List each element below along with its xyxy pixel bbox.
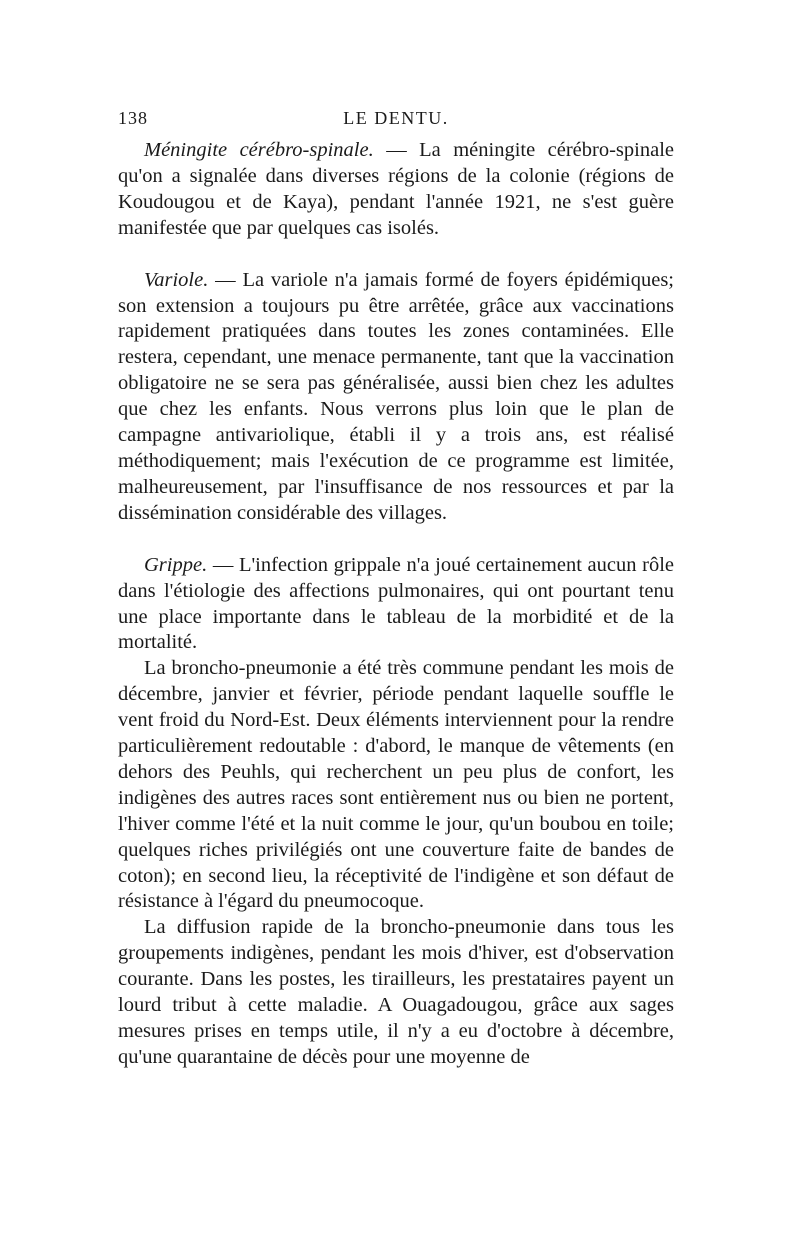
text-grippe: — L'infection grippale n'a joué certainement aucun rôle dans l'étiologie des affections pulmonaires, qui ont pourtant tenu une place importante dans le tableau de la morbidité et de la mortalité.	[118, 553, 674, 654]
paragraph-broncho-pneumonie: La broncho-pneumonie a été très commune pendant les mois de décembre, janvier et février, période pendant laquelle souffle le vent froid du Nord-Est. Deux éléments interviennent pour la rendre particulièrement redoutable : d'abord, le manque de vêtements (en dehors des Peuhls, qui recherchent un peu plus de confort, les indigènes des autres races sont entièrement nus ou bien ne portent, l'hiver comme l'été et la nuit comme le jour, qu'un boubou en toile; quelques riches privilégiés ont une couverture faite de bandes de coton); en second lieu, la réceptivité de l'indigène et son défaut de résistance à l'égard du pneumocoque.	[118, 657, 674, 913]
heading-meningite: Méningite cérébro-spinale.	[144, 139, 374, 161]
body-text	[118, 138, 674, 1071]
text-meningite: — La méningite cérébro-spinale qu'on a signalée dans diverses régions de la colonie (régions de Koudougou et de Kaya), pendant l'année 1921, ne s'est guère manifestée que par quelques cas isolés.	[118, 139, 674, 239]
paragraph-variole	[118, 268, 674, 527]
paragraph-meningite	[118, 138, 674, 242]
paragraph-diffusion: La diffusion rapide de la broncho-pneumonie dans tous les groupements indigènes, pendant les mois d'hiver, est d'observation courante. Dans les postes, les tirailleurs, les prestataires payent un lourd tribut à cette maladie. A Ouagadougou, grâce aux sages mesures prises en temps utile, il n'y a eu d'octobre à décembre, qu'une quarantaine de décès pour une moyenne de	[118, 916, 674, 1068]
text-variole: — La variole n'a jamais formé de foyers épidémiques; son extension a toujours pu être arrêtée, grâce aux vaccinations rapidement pratiquées dans toutes les zones contaminées. Elle restera, cependant, une menace permanente, tant que la vaccination obligatoire ne se sera pas généralisée, aussi bien chez les adultes que chez les enfants. Nous verrons plus loin que le plan de campagne antivariolique, établi il y a trois ans, est réalisé méthodiquement; mais l'exécution de ce programme est limitée, malheureusement, par l'insuffisance de nos ressources et par la dissémination considérable des villages.	[118, 268, 674, 524]
running-title: LE DENTU.	[343, 108, 449, 128]
heading-grippe: Grippe.	[144, 553, 208, 576]
paragraph-grippe	[118, 553, 674, 657]
document-page	[118, 108, 674, 1071]
running-header	[118, 108, 674, 138]
page-number: 138	[118, 108, 148, 128]
heading-variole: Variole.	[144, 268, 209, 291]
